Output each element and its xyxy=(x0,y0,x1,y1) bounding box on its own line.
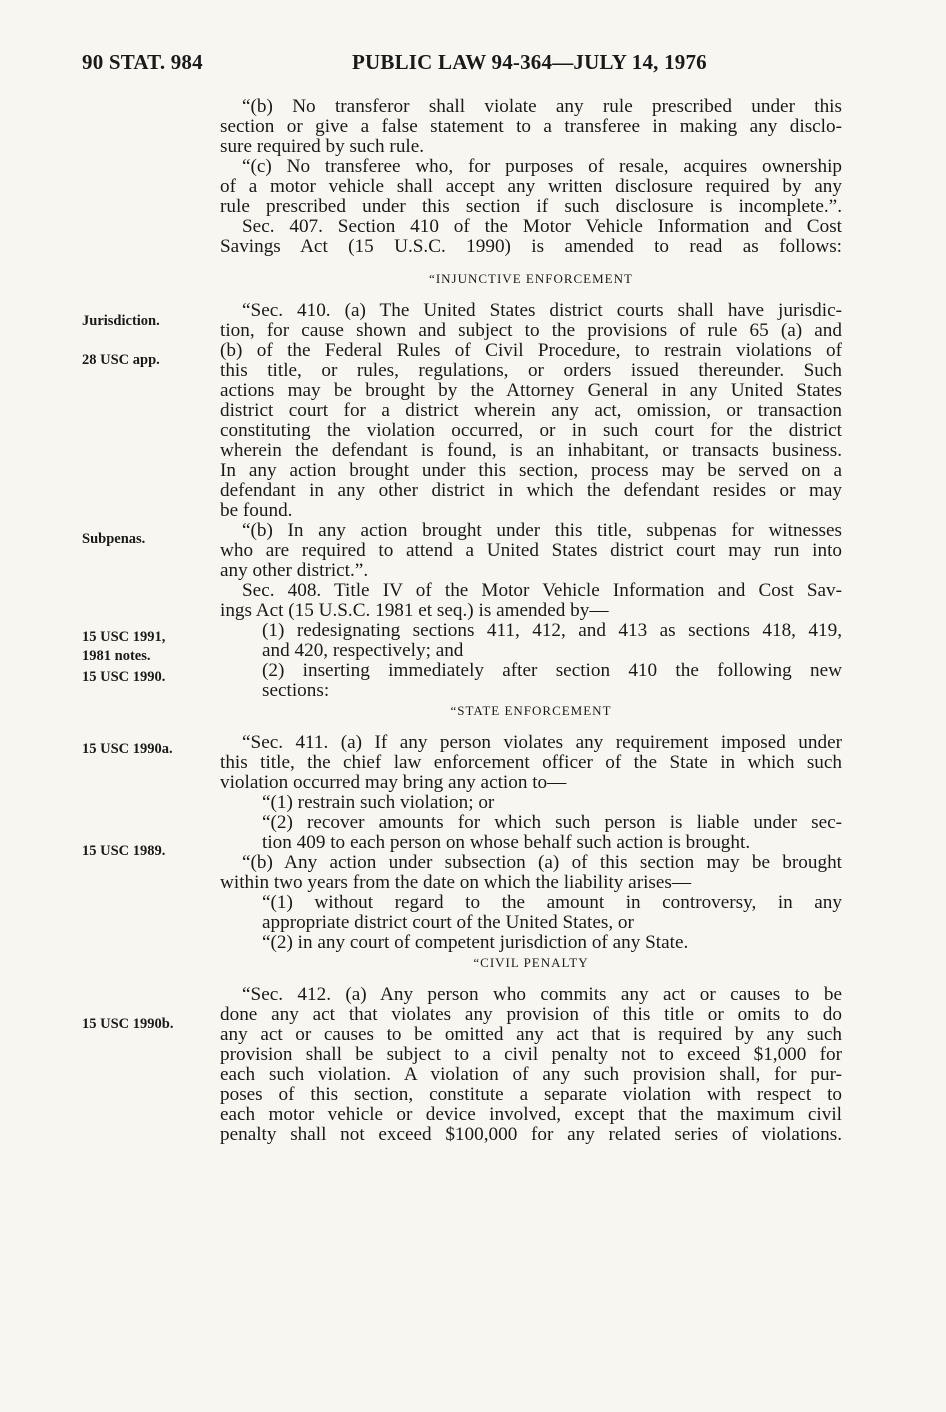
text-line: (2) inserting immediately after section 410 the following new xyxy=(262,660,842,681)
text-line: district court for a district wherein any act, omission, or transaction xyxy=(220,400,842,421)
text-line: any other district.”. xyxy=(220,560,369,581)
text-line: who are required to attend a United States district court may run into xyxy=(220,540,842,561)
text-line: defendant in any other district in which the defendant resides or may xyxy=(220,480,842,501)
text-line: within two years from the date on which the liability arises— xyxy=(220,872,692,893)
text-line: ings Act (15 U.S.C. 1981 et seq.) is amended by— xyxy=(220,600,609,621)
text-line: provision shall be subject to a civil penalty not to exceed $1,000 for xyxy=(220,1044,842,1065)
text-line: section or give a false statement to a transferee in making any disclo- xyxy=(220,116,842,137)
margin-note-15-usc-1990a: 15 USC 1990a. xyxy=(82,741,173,757)
margin-note-15-usc-1990b: 15 USC 1990b. xyxy=(82,1016,174,1032)
text-line: constituting the violation occurred, or in such court for the district xyxy=(220,420,842,441)
text-line: “(b) No transferor shall violate any rule prescribed under this xyxy=(242,96,842,117)
text-line: poses of this section, constitute a separate violation with respect to xyxy=(220,1084,842,1105)
text-line: “(1) without regard to the amount in controversy, in any xyxy=(262,892,842,913)
page-header xyxy=(82,50,872,80)
text-line: actions may be brought by the Attorney General in any United States xyxy=(220,380,842,401)
text-line: Sec. 407. Section 410 of the Motor Vehicle Information and Cost xyxy=(242,216,842,237)
margin-note-1981-notes: 1981 notes. xyxy=(82,648,151,664)
section-heading-civil: “CIVIL PENALTY xyxy=(473,955,589,970)
text-line: “(1) restrain such violation; or xyxy=(262,792,495,813)
text-line: “(2) in any court of competent jurisdiction of any State. xyxy=(262,932,689,953)
text-line: violation occurred may bring any action to— xyxy=(220,772,567,793)
text-line: done any act that violates any provision of this title or omits to do xyxy=(220,1004,842,1025)
text-line: any act or causes to be omitted any act that is required by any such xyxy=(220,1024,842,1045)
text-line: “Sec. 412. (a) Any person who commits any act or causes to be xyxy=(242,984,842,1005)
margin-note-28-usc-app: 28 USC app. xyxy=(82,352,160,368)
text-line: tion 409 to each person on whose behalf such action is brought. xyxy=(262,832,751,853)
margin-note-15-usc-1989: 15 USC 1989. xyxy=(82,843,166,859)
text-line: of a motor vehicle shall accept any written disclosure required by any xyxy=(220,176,842,197)
section-heading-state: “STATE ENFORCEMENT xyxy=(450,703,612,718)
text-line: rule prescribed under this section if such disclosure is incomplete.”. xyxy=(220,196,842,217)
text-line: “(2) recover amounts for which such person is liable under sec- xyxy=(262,812,842,833)
text-line: (1) redesignating sections 411, 412, and 413 as sections 418, 419, xyxy=(262,620,842,641)
text-line: “Sec. 411. (a) If any person violates any requirement imposed under xyxy=(242,732,842,753)
text-line: appropriate district court of the United States, or xyxy=(262,912,634,933)
law-title: PUBLIC LAW 94-364—JULY 14, 1976 xyxy=(352,50,707,74)
margin-note-15-usc-1991: 15 USC 1991, xyxy=(82,629,166,645)
margin-note-subpenas: Subpenas. xyxy=(82,531,146,547)
margin-note-15-usc-1990: 15 USC 1990. xyxy=(82,669,166,685)
text-line: Savings Act (15 U.S.C. 1990) is amended to read as follows: xyxy=(220,236,842,257)
text-line: each such violation. A violation of any such provision shall, for pur- xyxy=(220,1064,842,1085)
stat-reference: 90 STAT. 984 xyxy=(82,50,203,74)
text-line: penalty shall not exceed $100,000 for any related series of violations. xyxy=(220,1124,842,1145)
text-line: “(b) In any action brought under this title, subpenas for witnesses xyxy=(242,520,842,541)
text-line: In any action brought under this section, process may be served on a xyxy=(220,460,842,481)
text-line: “(b) Any action under subsection (a) of this section may be brought xyxy=(242,852,842,873)
margin-note-jurisdiction: Jurisdiction. xyxy=(82,313,160,329)
text-line: “(c) No transferee who, for purposes of resale, acquires ownership xyxy=(242,156,842,177)
text-line: this title, or rules, regulations, or orders issued thereunder. Such xyxy=(220,360,842,381)
text-line: each motor vehicle or device involved, except that the maximum civil xyxy=(220,1104,842,1125)
text-line: this title, the chief law enforcement officer of the State in which such xyxy=(220,752,842,773)
text-line: be found. xyxy=(220,500,293,521)
text-line: (b) of the Federal Rules of Civil Procedure, to restrain violations of xyxy=(220,340,842,361)
text-line: tion, for cause shown and subject to the provisions of rule 65 (a) and xyxy=(220,320,842,341)
text-line: sure required by such rule. xyxy=(220,136,425,157)
statute-text xyxy=(220,97,842,1145)
text-line: “Sec. 410. (a) The United States district courts shall have jurisdic- xyxy=(242,300,842,321)
text-line: wherein the defendant is found, is an inhabitant, or transacts business. xyxy=(220,440,842,461)
text-line: Sec. 408. Title IV of the Motor Vehicle Information and Cost Sav- xyxy=(242,580,842,601)
section-heading-injunctive: “INJUNCTIVE ENFORCEMENT xyxy=(429,271,633,286)
text-line: and 420, respectively; and xyxy=(262,640,464,661)
text-line: sections: xyxy=(262,680,330,701)
